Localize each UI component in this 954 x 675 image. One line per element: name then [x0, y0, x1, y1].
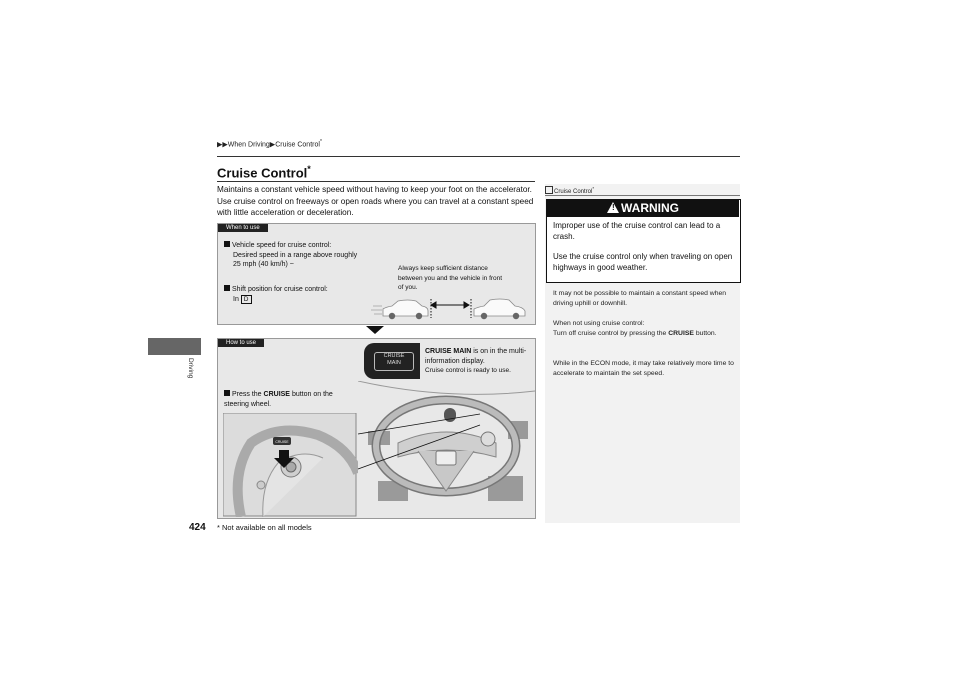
notes-heading [545, 186, 594, 195]
cruise-button-text: CRUISE [275, 440, 289, 444]
following-distance-illustration [368, 294, 533, 322]
footnote: * Not available on all models [217, 523, 312, 532]
arrow-down-icon [366, 326, 384, 334]
when-to-use-label: When to use [218, 224, 268, 232]
cruise-main-bold: CRUISE MAIN [425, 348, 472, 355]
note-econ: While in the ECON mode, it may take relatively more time to accelerate to maintain the set speed. [553, 360, 734, 377]
page-number: 424 [189, 522, 206, 533]
header-divider [217, 156, 740, 157]
how-to-use-label: How to use [218, 339, 264, 347]
breadcrumb [217, 139, 322, 148]
note-cruise-bold: CRUISE [668, 329, 694, 337]
breadcrumb-arrows: ▶▶ [217, 141, 228, 149]
note-turn-off [553, 319, 735, 338]
shift-requirement [224, 285, 364, 304]
shift-prefix: In [233, 295, 239, 303]
notes-icon [545, 186, 553, 194]
indicator-line1: CRUISE [383, 353, 405, 359]
notes-divider [545, 195, 740, 196]
chapter-tab[interactable] [148, 338, 201, 355]
warning-header [547, 200, 739, 217]
title-divider [217, 181, 535, 182]
note-uphill: It may not be possible to maintain a constant speed when driving uphill or downhill. [553, 290, 727, 307]
speed-text: Desired speed in a range above roughly 25 mph (40 km/h) ~ [233, 251, 358, 268]
step-suffix: button on the steering wheel. [224, 391, 333, 408]
distance-arrow [431, 299, 471, 318]
callout-lines [218, 339, 535, 518]
front-car-icon [474, 299, 525, 319]
when-to-use-panel [217, 223, 536, 325]
step-prefix: Press the [232, 391, 262, 398]
breadcrumb-separator: ▶ [269, 141, 276, 149]
indicator-line2: MAIN [387, 360, 401, 366]
notes-heading-text: Cruise Control [554, 189, 593, 195]
rear-car-icon [383, 300, 428, 319]
page-title-text: Cruise Control [217, 165, 308, 181]
gear-d-badge: D [241, 295, 252, 304]
warning-triangle-icon: ! [607, 202, 619, 213]
cruise-button-name: CRUISE [263, 391, 290, 398]
warning-paragraph-1: Improper use of the cruise control can lead to a crash. [553, 221, 721, 242]
speed-title: Vehicle speed for cruise control: [232, 242, 332, 249]
warning-paragraph-2: Use the cruise control only when traveling on open highways in good weather. [553, 252, 733, 273]
note-turn-off-suffix: button. [695, 329, 717, 337]
distance-note: Always keep sufficient distance between you and the vehicle in front of you. [398, 265, 503, 291]
motion-lines [371, 306, 382, 314]
breadcrumb-section[interactable]: When Driving [227, 141, 270, 149]
note-turn-off-line1: When not using cruise control: [553, 320, 645, 327]
breadcrumb-star: * [319, 139, 322, 145]
note-turn-off-prefix: Turn off cruise control by pressing the [553, 329, 667, 337]
notes-heading-star: * [592, 186, 595, 191]
breadcrumb-page: Cruise Control [275, 141, 320, 149]
shift-title: Shift position for cruise control: [232, 286, 328, 293]
page-title [217, 164, 311, 180]
cruise-main-text: is on in the multi-information display. [425, 348, 527, 365]
speed-requirement [224, 241, 359, 270]
intro-paragraph: Maintains a constant vehicle speed without having to keep your foot on the accelerator. Use cruise control on freeways or open roads where you can travel at a constant speed with little acceleration or deceleration. [217, 185, 534, 218]
how-to-use-panel [217, 338, 536, 519]
bullet-square-icon [224, 241, 230, 247]
cruise-ready-text: Cruise control is ready to use. [425, 367, 511, 374]
warning-title: WARNING [621, 201, 679, 215]
bullet-square-icon [224, 285, 230, 291]
page-title-star: * [307, 164, 311, 174]
chapter-label: Driving [187, 358, 194, 379]
